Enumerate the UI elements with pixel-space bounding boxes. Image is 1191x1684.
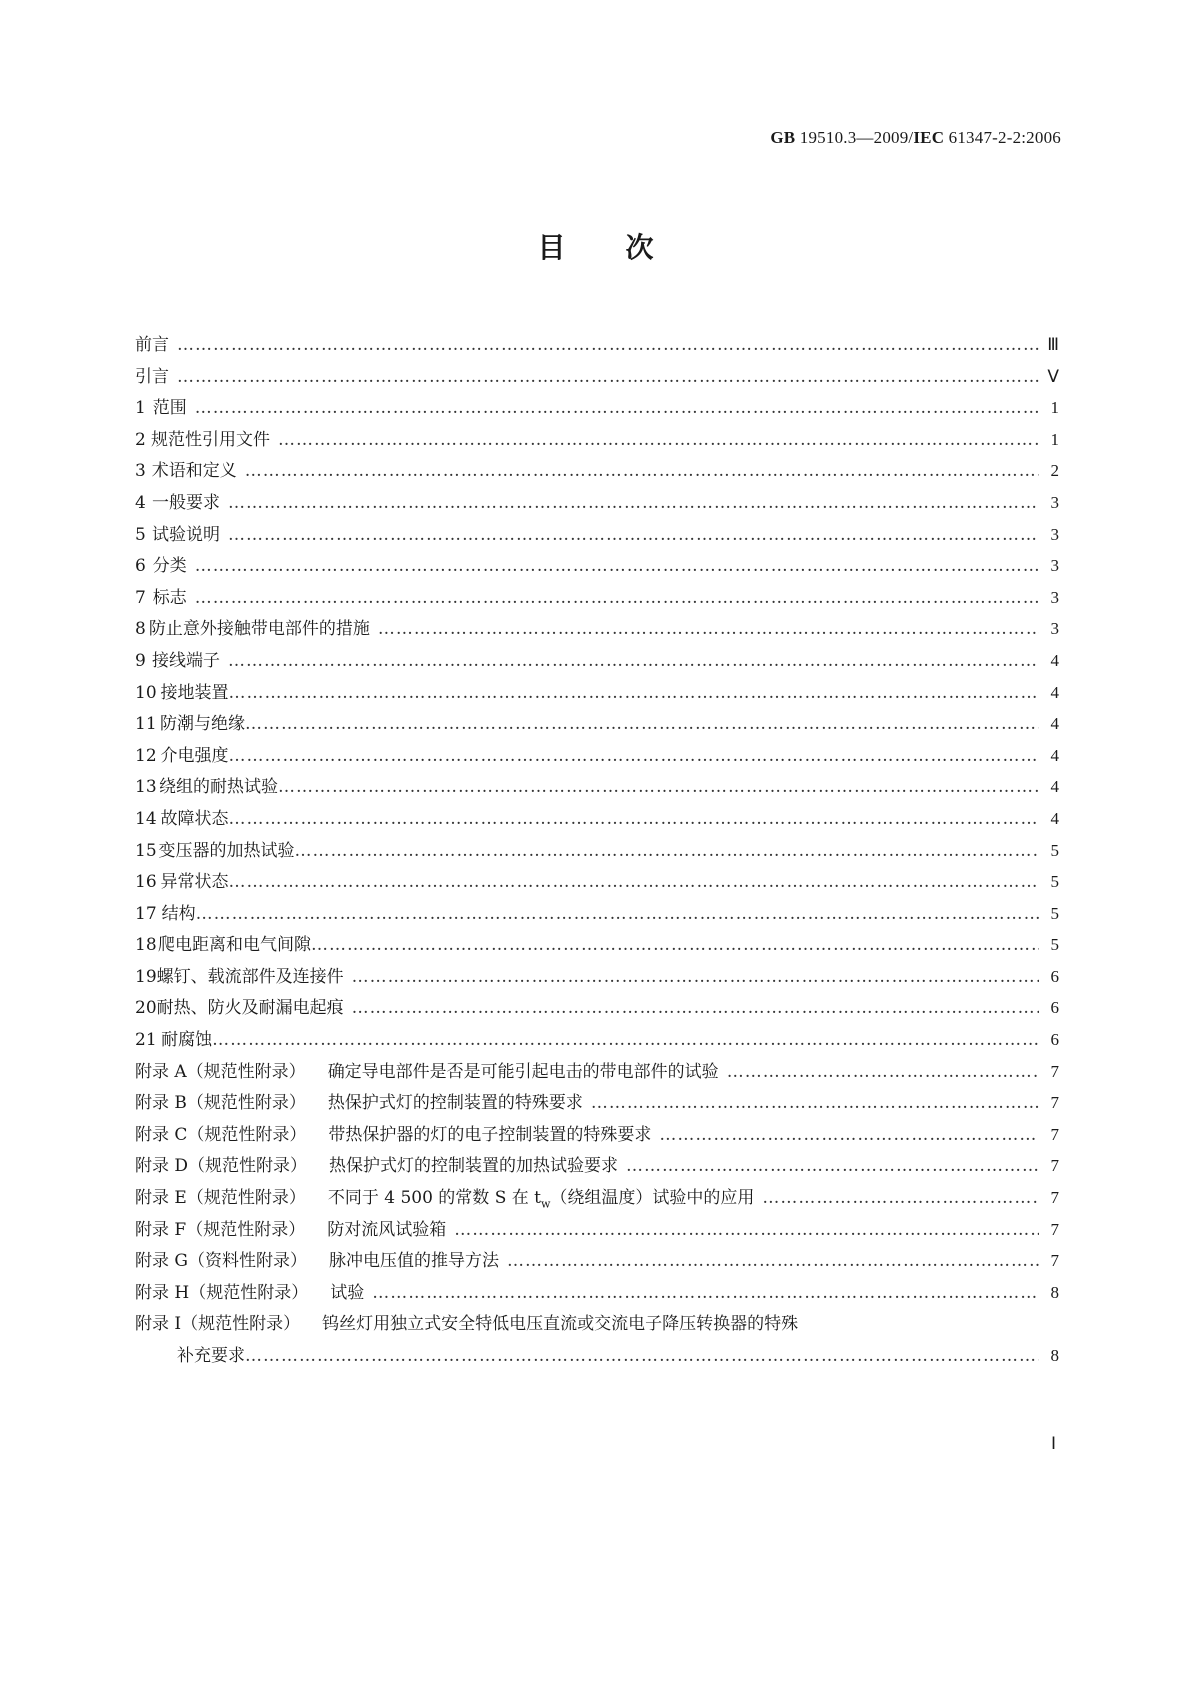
toc-leader [245, 714, 1039, 734]
toc-page: 4 [1050, 808, 1059, 828]
toc-row[interactable] [135, 899, 1059, 931]
toc-row[interactable] [135, 520, 1059, 552]
toc-leader [228, 493, 1039, 513]
toc-leader [228, 525, 1039, 545]
toc-row[interactable] [135, 456, 1059, 488]
annex-label [328, 1183, 755, 1210]
toc-num: 8 [135, 619, 146, 640]
toc-leader [454, 1220, 1039, 1240]
annex-label: 试验 [330, 1282, 365, 1303]
toc-leader [195, 398, 1039, 418]
toc-row[interactable] [135, 867, 1059, 899]
toc-annex-b[interactable] [135, 1088, 1059, 1120]
toc-annex-i-continued[interactable] [135, 1341, 1059, 1373]
toc-leader [212, 1030, 1039, 1050]
toc-row[interactable] [135, 551, 1059, 583]
toc-num: 21 [135, 1030, 157, 1051]
annex-label-after: （绕组温度）试验中的应用 [550, 1188, 755, 1209]
toc-label: 螺钉、载流部件及连接件 [156, 966, 344, 987]
annex-tag: 附录 E（规范性附录） [135, 1188, 306, 1209]
toc-row[interactable] [135, 772, 1059, 804]
toc-label: 故障状态 [160, 808, 229, 829]
toc-leader [278, 777, 1039, 797]
toc-page: 7 [1050, 1093, 1059, 1113]
toc-label: 试验说明 [152, 524, 221, 545]
toc-row[interactable] [135, 709, 1059, 741]
page-title: 目次 [537, 231, 714, 264]
toc-leader [372, 1283, 1039, 1303]
toc-row[interactable] [135, 614, 1059, 646]
toc-leader [228, 651, 1039, 671]
toc-leader [195, 588, 1039, 608]
toc-annex-e[interactable] [135, 1183, 1059, 1215]
toc-page: Ⅲ [1047, 335, 1059, 354]
toc-label: 防潮与绝缘 [160, 714, 246, 735]
annex-tag: 附录 D（规范性附录） [135, 1156, 308, 1177]
toc-page: 4 [1050, 650, 1059, 670]
toc-leader [352, 967, 1039, 987]
annex-tag: 附录 I（规范性附录） [135, 1314, 301, 1335]
header-iec: IEC [913, 128, 945, 147]
toc-leader [229, 809, 1039, 829]
annex-tag: 附录 F（规范性附录） [135, 1219, 306, 1240]
annex-label: 防对流风试验箱 [327, 1219, 447, 1240]
toc-leader [762, 1188, 1039, 1208]
toc-num: 2 [135, 429, 146, 450]
toc-leader [177, 367, 1039, 387]
toc-page: 3 [1050, 524, 1059, 544]
toc-page: 4 [1050, 714, 1059, 734]
toc-leader [659, 1125, 1039, 1145]
toc-page: 3 [1050, 556, 1059, 576]
toc-leader [245, 461, 1039, 481]
toc-row[interactable] [135, 583, 1059, 615]
annex-tag: 附录 B（规范性附录） [135, 1093, 306, 1114]
toc-page: 8 [1050, 1346, 1059, 1365]
annex-tag: 附录 H（规范性附录） [135, 1282, 309, 1303]
toc-label: 防止意外接触带电部件的措施 [148, 619, 370, 640]
toc-page: 4 [1050, 777, 1059, 797]
toc-num: 6 [135, 556, 146, 577]
toc-leader [311, 935, 1039, 955]
toc-label: 分类 [152, 556, 187, 577]
toc-leader [278, 430, 1039, 450]
toc-page: 3 [1050, 492, 1059, 512]
toc-row[interactable] [135, 678, 1059, 710]
toc-label: 接地装置 [160, 682, 229, 703]
toc-leader [177, 335, 1039, 355]
toc-label: 范围 [152, 398, 187, 419]
toc-page: 4 [1050, 682, 1059, 702]
toc-page: 1 [1050, 398, 1059, 418]
toc-page: 7 [1050, 1124, 1059, 1144]
toc-annex-d[interactable] [135, 1151, 1059, 1183]
toc-annex-g[interactable] [135, 1246, 1059, 1278]
toc-row[interactable] [135, 993, 1059, 1025]
toc-row[interactable] [135, 930, 1059, 962]
toc-num: 15 [135, 840, 157, 861]
toc-num: 12 [135, 745, 157, 766]
toc-label: 绕组的耐热试验 [159, 777, 278, 798]
annex-label: 带热保护器的灯的电子控制装置的特殊要求 [328, 1124, 652, 1145]
annex-label-before: 不同于 4 500 的常数 S 在 t [327, 1188, 541, 1209]
toc-leader [245, 1346, 1039, 1366]
toc-label: 爬电距离和电气间隙 [157, 935, 311, 956]
toc-page: 5 [1050, 840, 1059, 860]
table-of-contents [135, 330, 1059, 1373]
toc-row-introduction[interactable] [135, 362, 1059, 394]
toc-annex-f[interactable] [135, 1215, 1059, 1247]
toc-label: 介电强度 [160, 745, 229, 766]
toc-label: 一般要求 [152, 492, 221, 513]
toc-leader [229, 746, 1039, 766]
toc-num: 18 [135, 935, 157, 956]
toc-row[interactable] [135, 741, 1059, 773]
toc-row[interactable] [135, 1025, 1059, 1057]
toc-leader [294, 841, 1039, 861]
toc-num: 19 [135, 966, 157, 987]
toc-num: 3 [135, 461, 146, 482]
toc-leader [229, 683, 1039, 703]
toc-num: 11 [135, 714, 157, 735]
toc-page: 1 [1050, 429, 1059, 449]
toc-num: 5 [135, 524, 146, 545]
toc-num: 17 [135, 903, 157, 924]
toc-label: 接线端子 [152, 650, 221, 671]
toc-page: Ⅴ [1047, 366, 1059, 386]
toc-annex-i[interactable] [135, 1309, 1059, 1341]
toc-row[interactable] [135, 646, 1059, 678]
toc-page: 3 [1050, 619, 1059, 639]
toc-label: 前言 [135, 335, 169, 355]
toc-num: 1 [135, 398, 146, 419]
toc-page: 6 [1050, 998, 1059, 1018]
annex-tag: 附录 G（资料性附录） [135, 1251, 307, 1272]
toc-leader [727, 1062, 1039, 1082]
toc-leader [626, 1156, 1039, 1176]
header-iec-code: 61347-2-2:2006 [948, 128, 1061, 147]
toc-label: 规范性引用文件 [151, 429, 270, 450]
toc-page: 6 [1050, 966, 1059, 986]
page-number: Ⅰ [1050, 1434, 1056, 1453]
annex-tag: 附录 A（规范性附录） [135, 1061, 306, 1082]
toc-num: 20 [135, 998, 157, 1019]
standard-header [770, 128, 1061, 148]
toc-leader [378, 619, 1039, 639]
toc-leader [591, 1093, 1039, 1113]
annex-label: 脉冲电压值的推导方法 [328, 1251, 499, 1272]
toc-page: 5 [1050, 935, 1059, 955]
toc-row[interactable] [135, 393, 1059, 425]
toc-num: 4 [135, 492, 146, 513]
toc-row[interactable] [135, 488, 1059, 520]
toc-row[interactable] [135, 962, 1059, 994]
toc-row[interactable] [135, 425, 1059, 457]
toc-page: 8 [1050, 1282, 1059, 1302]
toc-page: 7 [1050, 1219, 1059, 1239]
toc-num: 16 [135, 872, 157, 893]
toc-label: 标志 [152, 587, 187, 608]
annex-label-continued: 补充要求 [177, 1346, 245, 1366]
toc-page: 7 [1050, 1188, 1059, 1208]
toc-leader [352, 998, 1039, 1018]
toc-row[interactable] [135, 804, 1059, 836]
toc-label: 变压器的加热试验 [158, 840, 295, 861]
toc-leader [196, 904, 1039, 924]
toc-page: 3 [1050, 587, 1059, 607]
toc-num: 13 [135, 777, 157, 798]
toc-label: 术语和定义 [151, 461, 237, 482]
toc-page: 7 [1050, 1251, 1059, 1271]
toc-label: 结构 [161, 903, 196, 924]
toc-annex-h[interactable] [135, 1278, 1059, 1310]
annex-tag: 附录 C（规范性附录） [135, 1124, 307, 1145]
toc-annex-a[interactable] [135, 1057, 1059, 1089]
annex-label: 确定导电部件是否是可能引起电击的带电部件的试验 [327, 1061, 719, 1082]
toc-label: 耐热、防火及耐漏电起痕 [156, 998, 344, 1019]
toc-row[interactable] [135, 836, 1059, 868]
toc-annex-c[interactable] [135, 1120, 1059, 1152]
toc-page: 7 [1050, 1061, 1059, 1081]
toc-num: 9 [135, 650, 146, 671]
toc-num: 7 [135, 587, 146, 608]
annex-label-subscript: w [541, 1197, 551, 1211]
toc-leader [195, 556, 1039, 576]
toc-leader [229, 872, 1039, 892]
toc-page: 5 [1050, 872, 1059, 892]
toc-page: 7 [1050, 1156, 1059, 1176]
header-gb: GB [770, 128, 796, 147]
toc-label: 异常状态 [160, 872, 229, 893]
toc-label: 耐腐蚀 [161, 1030, 213, 1051]
header-code: 19510.3—2009/ [799, 128, 914, 147]
toc-page: 2 [1050, 461, 1059, 481]
annex-label: 钨丝灯用独立式安全特低电压直流或交流电子降压转换器的特殊 [322, 1314, 799, 1335]
toc-page: 5 [1050, 903, 1059, 923]
toc-row-foreword[interactable] [135, 330, 1059, 362]
annex-label: 热保护式灯的控制装置的加热试验要求 [329, 1156, 619, 1177]
toc-num: 14 [135, 808, 157, 829]
toc-label: 引言 [135, 366, 169, 387]
toc-num: 10 [135, 682, 157, 703]
annex-label: 热保护式灯的控制装置的特殊要求 [327, 1093, 583, 1114]
toc-page: 6 [1050, 1030, 1059, 1050]
toc-leader [507, 1251, 1039, 1271]
toc-page: 4 [1050, 745, 1059, 765]
